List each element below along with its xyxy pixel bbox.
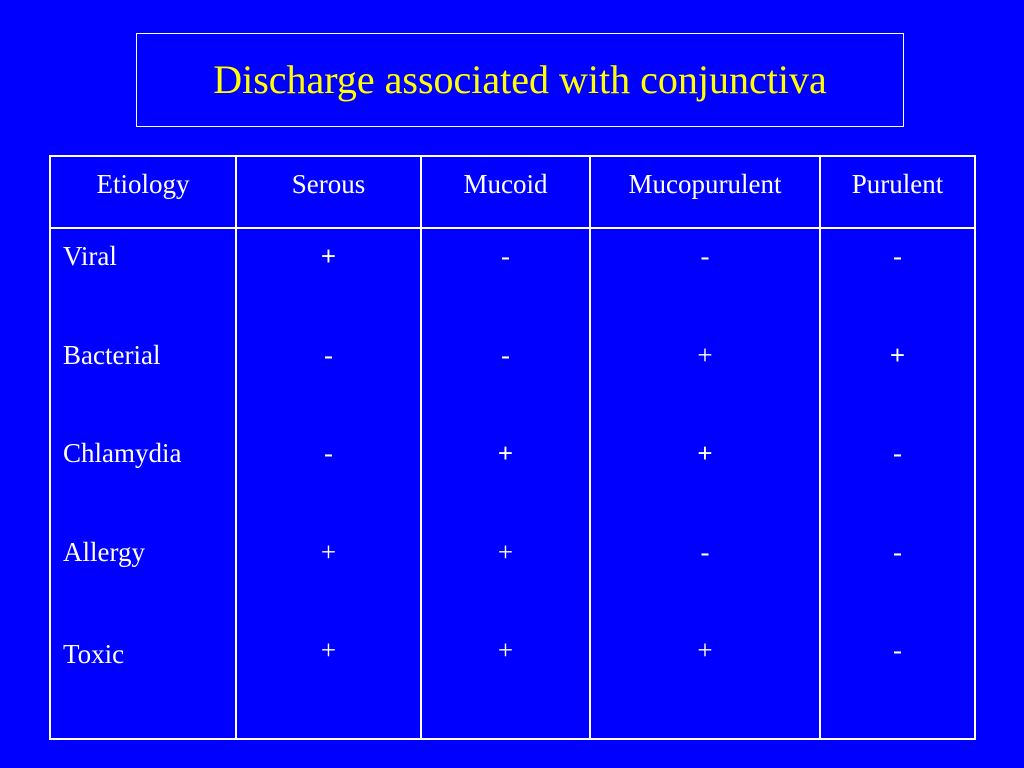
mucoid-toxic: + bbox=[497, 635, 514, 665]
mucopurulent-bacterial: + bbox=[697, 339, 713, 370]
mucoid-viral: - bbox=[501, 241, 510, 271]
discharge-table bbox=[49, 155, 976, 740]
mucoid-allergy: + bbox=[497, 536, 514, 567]
header-purulent: Purulent bbox=[820, 156, 975, 228]
etiology-column bbox=[50, 228, 236, 739]
etiology-viral: Viral bbox=[63, 241, 117, 271]
purulent-chlamydia: - bbox=[893, 438, 902, 468]
title-box bbox=[136, 33, 904, 127]
mucopurulent-allergy: - bbox=[700, 536, 710, 567]
purulent-viral: - bbox=[893, 241, 902, 271]
mucopurulent-viral: - bbox=[700, 241, 710, 271]
header-mucoid: Mucoid bbox=[421, 156, 590, 228]
table-header-row bbox=[50, 156, 975, 228]
serous-toxic: + bbox=[320, 635, 337, 665]
etiology-bacterial: Bacterial bbox=[63, 339, 161, 370]
etiology-chlamydia: Chlamydia bbox=[63, 438, 182, 468]
mucopurulent-toxic: + bbox=[697, 635, 713, 665]
table-body-row bbox=[50, 228, 975, 739]
mucopurulent-chlamydia: + bbox=[697, 438, 713, 468]
serous-viral: + bbox=[320, 241, 337, 271]
purulent-column bbox=[820, 228, 975, 739]
etiology-toxic: Toxic bbox=[63, 639, 125, 669]
purulent-bacterial: + bbox=[889, 339, 906, 370]
mucoid-column bbox=[421, 228, 590, 739]
mucoid-bacterial: - bbox=[501, 339, 510, 370]
purulent-allergy: - bbox=[893, 536, 902, 567]
serous-column bbox=[236, 228, 421, 739]
mucoid-chlamydia: + bbox=[497, 438, 514, 468]
etiology-allergy: Allergy bbox=[63, 536, 145, 567]
header-etiology: Etiology bbox=[50, 156, 236, 228]
mucopurulent-column bbox=[590, 228, 820, 739]
slide-title: Discharge associated with conjunctiva bbox=[213, 57, 827, 102]
header-serous: Serous bbox=[236, 156, 421, 228]
serous-bacterial: - bbox=[324, 339, 333, 370]
serous-allergy: + bbox=[320, 536, 337, 567]
header-mucopurulent: Mucopurulent bbox=[590, 156, 820, 228]
serous-chlamydia: - bbox=[324, 438, 333, 468]
purulent-toxic: - bbox=[893, 635, 902, 665]
